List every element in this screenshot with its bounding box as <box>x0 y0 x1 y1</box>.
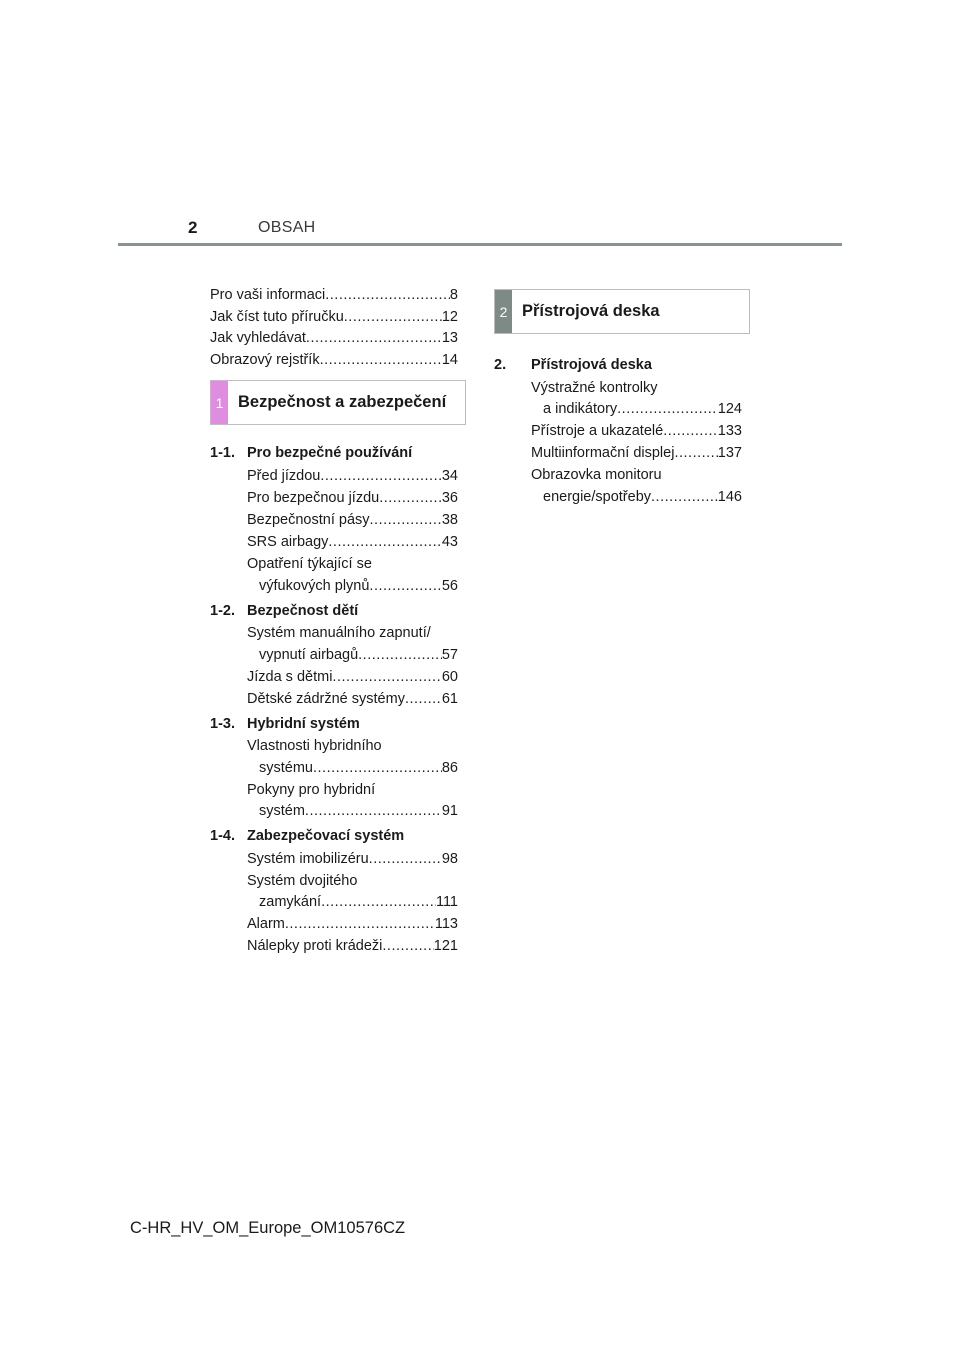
dot-leader <box>651 487 718 509</box>
toc-entry-title: Jak vyhledávat <box>210 330 306 347</box>
dot-leader <box>305 801 442 823</box>
dot-leader <box>358 645 442 667</box>
toc-entry <box>494 378 742 421</box>
toc-entry <box>494 465 742 508</box>
toc-entry-link[interactable] <box>247 576 458 598</box>
section-title: Přístrojová deska <box>531 357 652 373</box>
toc-entry <box>210 689 458 711</box>
section-title: Hybridní systém <box>247 715 360 732</box>
dot-leader <box>674 443 717 465</box>
toc-entry <box>210 554 458 597</box>
toc-entry-link[interactable] <box>247 801 458 823</box>
toc-entry <box>210 936 458 958</box>
toc-entry-link[interactable] <box>247 914 458 936</box>
toc-entry-page: 98 <box>441 850 458 867</box>
intro-entry[interactable] <box>210 328 458 350</box>
toc-entry-link[interactable] <box>247 510 458 532</box>
toc-entry-page: 14 <box>441 351 458 368</box>
chapter-2-box[interactable] <box>494 289 750 334</box>
section-number: 1-4. <box>210 827 235 844</box>
toc-entry-title-line: Systém manuálního zapnutí/ <box>247 625 431 642</box>
toc-entry-title: Pro bezpečnou jízdu <box>247 490 380 507</box>
toc-entry-title: Nálepky proti krádeži <box>247 938 383 955</box>
toc-entry-page: 124 <box>717 401 742 418</box>
section-heading[interactable] <box>494 355 742 377</box>
toc-entry-page: 8 <box>449 287 458 303</box>
dot-leader <box>321 892 436 914</box>
toc-entry-title: a indikátory <box>543 401 618 418</box>
toc-entry-title-line: Pokyny pro hybridní <box>247 781 376 798</box>
dot-leader <box>369 576 441 598</box>
dot-leader <box>325 285 450 307</box>
dot-leader <box>369 849 442 871</box>
toc-entry-title: Multiinformační displej <box>531 445 675 462</box>
toc-entry <box>210 871 458 914</box>
toc-entry-title-line: Výstražné kontrolky <box>531 379 658 396</box>
toc-entry-link[interactable] <box>247 936 458 958</box>
toc-entry-link[interactable] <box>531 421 742 443</box>
toc-entry-title: systému <box>259 759 313 776</box>
toc-entry-link[interactable] <box>247 488 458 510</box>
toc-entry-page: 146 <box>717 489 742 506</box>
chapter-1-number: 1 <box>211 381 228 424</box>
toc-entry-link[interactable] <box>247 892 458 914</box>
intro-entry[interactable] <box>210 285 458 307</box>
toc-entry-page: 113 <box>434 916 458 933</box>
toc-entry <box>210 532 458 554</box>
toc-entry-title: Před jízdou <box>247 467 321 484</box>
section-heading[interactable] <box>210 443 458 465</box>
chapter-2-number: 2 <box>495 290 512 333</box>
chapter-1-box[interactable] <box>210 380 466 425</box>
toc-entry-page: 61 <box>441 690 458 707</box>
page-number: 2 <box>188 218 198 237</box>
chapter-1-title: Bezpečnost a zabezpečení <box>238 393 447 411</box>
toc-entry <box>494 421 742 443</box>
toc-entry <box>210 488 458 510</box>
toc-entry-title: Dětské zádržné systémy <box>247 690 405 707</box>
dot-leader <box>344 307 442 329</box>
dot-leader <box>370 510 442 532</box>
section-heading[interactable] <box>210 714 458 736</box>
toc-entry <box>210 914 458 936</box>
toc-entry <box>210 510 458 532</box>
dot-leader <box>332 667 441 689</box>
dot-leader <box>379 488 442 510</box>
toc-entry-page: 137 <box>717 445 742 462</box>
chapter-2-title: Přístrojová deska <box>522 302 660 320</box>
section-title: Zabezpečovací systém <box>247 827 405 844</box>
toc-entry-title: SRS airbagy <box>247 534 329 551</box>
toc-entry-title: zamykání <box>259 894 322 911</box>
toc-entry-title: Přístroje a ukazatelé <box>531 423 664 440</box>
dot-leader <box>320 350 442 372</box>
toc-right-column <box>494 352 742 509</box>
toc-entry-title: systém <box>259 803 305 820</box>
toc-entry-page: 86 <box>441 759 458 776</box>
dot-leader <box>328 532 441 554</box>
toc-entry-page: 91 <box>441 803 458 820</box>
toc-entry-title: Alarm <box>247 916 285 933</box>
toc-entry-page: 43 <box>441 534 458 551</box>
toc-entry <box>210 736 458 779</box>
toc-entry-title: Jak číst tuto příručku <box>210 308 344 325</box>
toc-entry <box>210 466 458 488</box>
section-heading[interactable] <box>210 601 458 623</box>
dot-leader <box>320 466 442 488</box>
toc-entry-page: 133 <box>717 423 742 440</box>
toc-entry-page: 13 <box>441 330 458 347</box>
toc-entry-title-line: Vlastnosti hybridního <box>247 738 382 755</box>
dot-leader <box>313 758 442 780</box>
intro-entry[interactable] <box>210 350 458 372</box>
section-title: Bezpečnost dětí <box>247 602 359 619</box>
toc-entry-page: 60 <box>441 668 458 685</box>
toc-entry-link[interactable] <box>531 487 742 509</box>
toc-entry-link[interactable] <box>247 645 458 667</box>
toc-entry-page: 36 <box>441 490 458 507</box>
toc-entry-page: 57 <box>441 646 458 663</box>
section-number: 1-2. <box>210 602 235 619</box>
dot-leader <box>306 328 442 350</box>
toc-entry-link[interactable] <box>531 399 742 421</box>
dot-leader <box>617 399 718 421</box>
toc-entry-link[interactable] <box>247 667 458 689</box>
toc-entry-title-line: Obrazovka monitoru <box>531 467 662 484</box>
toc-entry-link[interactable] <box>247 466 458 488</box>
header-rule <box>118 243 842 246</box>
toc-entry-link[interactable] <box>247 689 458 711</box>
toc-entry <box>210 780 458 823</box>
document-id: C-HR_HV_OM_Europe_OM10576CZ <box>130 1219 406 1237</box>
toc-entry-page: 38 <box>441 512 458 529</box>
toc-entry-page: 12 <box>441 308 458 325</box>
dot-leader <box>285 914 435 936</box>
toc-entry-page: 34 <box>441 467 458 484</box>
toc-entry-link[interactable] <box>247 758 458 780</box>
toc-entry <box>494 443 742 465</box>
toc-entry-title: Pro vaši informaci <box>210 287 326 303</box>
toc-entry-title: energie/spotřeby <box>543 489 652 506</box>
toc-entry-link[interactable] <box>247 532 458 554</box>
toc-entry-page: 121 <box>433 938 458 955</box>
intro-entry[interactable] <box>210 307 458 329</box>
section-title: Pro bezpečné používání <box>247 445 413 462</box>
toc-entry-link[interactable] <box>531 443 742 465</box>
toc-entry-title: vypnutí airbagů <box>259 646 359 663</box>
toc-entry-title: Bezpečnostní pásy <box>247 512 370 529</box>
toc-entry <box>210 667 458 689</box>
section-number: 2. <box>494 357 507 373</box>
toc-entry <box>210 623 458 666</box>
dot-leader <box>405 689 442 711</box>
toc-entry-page: 56 <box>441 577 458 594</box>
section-number: 1-3. <box>210 715 235 732</box>
dot-leader <box>382 936 433 958</box>
toc-entry-title-line: Opatření týkající se <box>247 556 372 573</box>
toc-entry-title: Obrazový rejstřík <box>210 351 320 368</box>
toc-entry-link[interactable] <box>247 849 458 871</box>
toc-entry <box>210 849 458 871</box>
toc-entry-title: výfukových plynů <box>259 577 370 594</box>
toc-entry-title-line: Systém dvojitého <box>247 872 358 889</box>
page-title: OBSAH <box>258 219 316 236</box>
toc-entry-page: 111 <box>435 894 458 911</box>
dot-leader <box>663 421 718 443</box>
section-number: 1-1. <box>210 445 235 462</box>
section-heading[interactable] <box>210 826 458 848</box>
toc-entry-title: Systém imobilizéru <box>247 850 369 867</box>
toc-entry-title: Jízda s dětmi <box>247 668 333 685</box>
